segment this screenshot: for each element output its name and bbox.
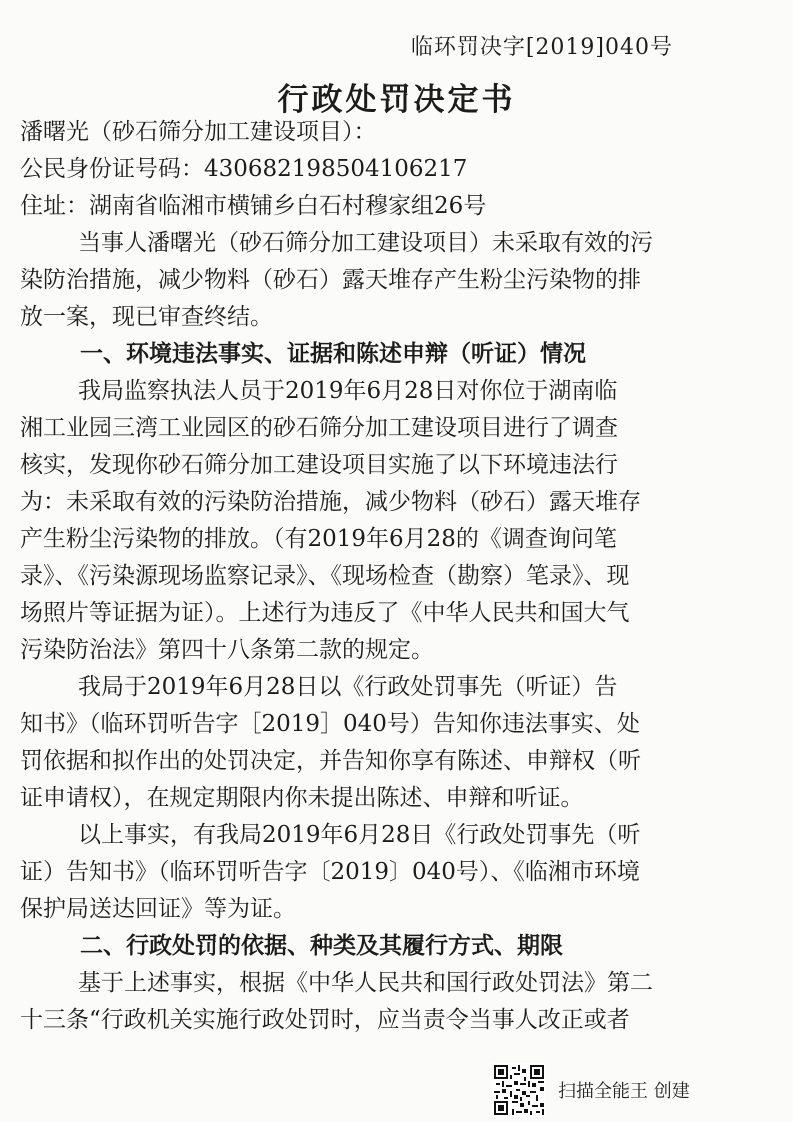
section-heading-2: 二、行政处罚的依据、种类及其履行方式、期限 [80,933,563,959]
body-line: 保护局送达回证》等为证。 [20,896,296,922]
section-heading-1: 一、环境违法事实、证据和陈述申辩（听证）情况 [80,341,586,367]
qr-code-icon [492,1063,546,1117]
scanner-watermark [492,1063,690,1117]
party-name-line: 潘曙光（砂石筛分加工建设项目）： [20,119,377,145]
document-title: 行政处罚决定书 [277,82,516,118]
body-line: 我局于2019年6月28日以《行政处罚事先（听证）告 [78,674,618,700]
body-line: 罚依据和拟作出的处罚决定，并告知你享有陈述、申辩权（听 [20,748,641,774]
address-line: 住址：湖南省临湘市横铺乡白石村穆家组26号 [20,193,487,219]
body-line: 录》、《污染源现场监察记录》、《现场检查（勘察）笔录》、现 [20,563,630,589]
body-line: 湘工业园三湾工业园区的砂石筛分加工建设项目进行了调查 [20,415,618,441]
scanner-credit-text: 扫描全能王 创建 [558,1081,690,1102]
body-line: 证申请权），在规定期限内你未提出陈述、申辩和听证。 [20,785,584,811]
body-line: 放一案，现已审查终结。 [20,304,273,330]
id-number-line: 公民身份证号码：430682198504106217 [20,156,468,182]
body-line: 证）告知书》（临环罚听告字〔2019〕040号）、《临湘市环境 [20,859,640,885]
body-line: 场照片等证据为证）。上述行为违反了《中华人民共和国大气 [20,600,630,626]
body-line: 以上事实，有我局2019年6月28日《行政处罚事先（听 [78,822,641,848]
body-line: 我局监察执法人员于2019年6月28日对你位于湖南临 [78,378,618,404]
body-line: 基于上述事实，根据《中华人民共和国行政处罚法》第二 [78,970,653,996]
body-line: 核实，发现你砂石筛分加工建设项目实施了以下环境违法行 [20,452,618,478]
body-line: 为：未采取有效的污染防治措施，减少物料（砂石）露天堆存 [20,489,641,515]
document-number: 临环罚决字[2019]040号 [410,35,673,60]
body-line: 产生粉尘污染物的排放。（有2019年6月28的《调查询问笔 [20,526,617,552]
body-line: 十三条“行政机关实施行政处罚时，应当责令当事人改正或者 [20,1007,630,1033]
body-line: 染防治措施，减少物料（砂石）露天堆存产生粉尘污染物的排 [20,267,641,293]
body-line: 当事人潘曙光（砂石筛分加工建设项目）未采取有效的污 [78,230,653,256]
body-line: 污染防治法》第四十八条第二款的规定。 [20,637,434,663]
body-line: 知书》（临环罚听告字［2019］040号）告知你违法事实、处 [20,711,640,737]
